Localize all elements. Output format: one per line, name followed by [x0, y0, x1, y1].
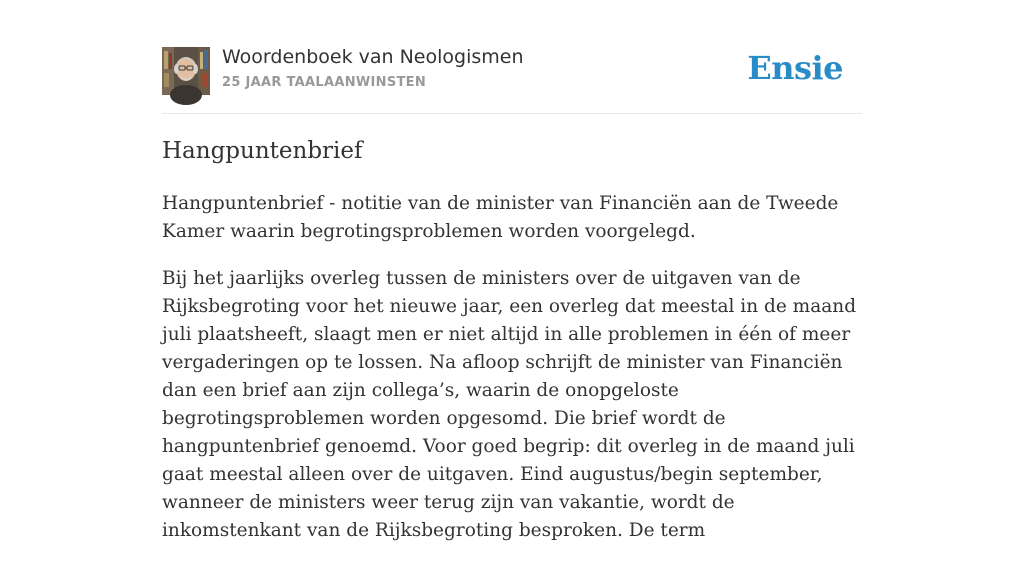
- ensie-logo[interactable]: Ensie: [747, 49, 843, 87]
- header: [162, 0, 862, 114]
- avatar-image: [162, 47, 210, 95]
- author-tagline: 25 JAAR TAALAANWINSTEN: [222, 75, 427, 90]
- avatar[interactable]: [162, 47, 210, 95]
- content-container: [162, 0, 862, 541]
- article-body: [162, 190, 862, 564]
- article-definition: Hangpuntenbrief - notitie van de minister van Financiën aan de Tweede Kamer waarin begrotingsproblemen worden voorgelegd.: [162, 193, 839, 242]
- page-title: Hangpuntenbrief: [162, 138, 363, 164]
- article-paragraph: Bij het jaarlijks overleg tussen de ministers over de uitgaven van de Rijksbegroting voor het nieuwe jaar, een overleg dat meestal in de maand juli plaatsheeft, slaagt men er niet altijd in alle problemen in één of meer vergaderingen op te lossen. Na afloop schrijft de minister van Financiën dan een brief aan zijn collega’s, waarin de onopgeloste begrotingsproblemen worden opgesomd. Die brief wordt de hangpuntenbrief genoemd. Voor goed begrip: dit overleg in de maand juli gaat meestal alleen over de uitgaven. Eind augustus/begin september, wanneer de ministers weer terug zijn van vakantie, wordt de inkomstenkant van de Rijksbegroting besproken. De term: [162, 268, 857, 541]
- author-name[interactable]: Woordenboek van Neologismen: [222, 46, 524, 68]
